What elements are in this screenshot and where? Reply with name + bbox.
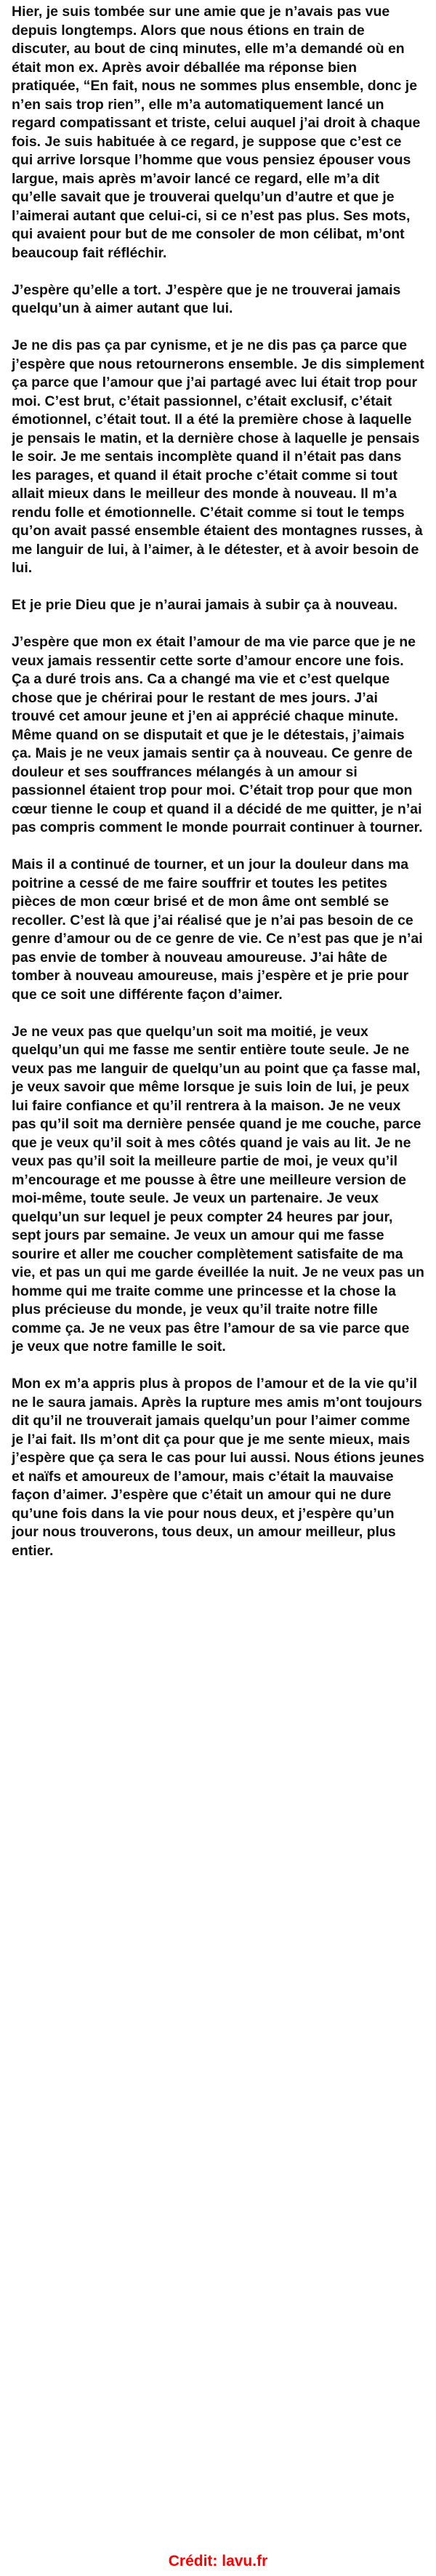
paragraph-5: J’espère que mon ex était l’amour de ma vie parce que je ne veux jamais ressentir cette sorte d’amour encore une fois. Ça a duré trois ans. Ca a changé ma vie et c’est quelque chose que je chérirai pour le restant de mes jours. J’ai trouvé cet amour jeune et j’en ai apprécié chaque minute. Même quand on se disputait et que je le détestais, j’aimais ça. Mais je ne veux jamais sentir ça à nouveau. Ce genre de douleur et ses souffrances mélangés à un amour si passionnel étaient trop pour moi. C’était trop pour que mon cœur tienne le coup et quand il a décidé de me quitter, je n’ai pas compris comment le monde pourrait continuer à tourner. (12, 634, 423, 835)
paragraph-3: Je ne dis pas ça par cynisme, et je ne dis pas ça parce que j’espère que nous retournerons ensemble. Je dis simplement ça parce que l’amour que j’ai partagé avec lui était trop pour moi. C’est brut, c’était passionnel, c’était exclusif, c’était émotionnel, c’était tout. Il a été la première chose à laquelle je pensais le matin, et la dernière chose à laquelle je pensais le soir. Je me sentais incomplète quand il n’était pas dans les parages, et quand il était proche c’était comme si tout allait mieux dans le meilleur des monde à nouveau. Il m’a rendu folle et émotionnelle. C’était comme si tout le temps qu’on avait passé ensemble étaient des montagnes russes, à me languir de lui, à l’aimer, à le détester, et à avoir besoin de lui. (12, 337, 424, 576)
paragraph-8: Mon ex m’a appris plus à propos de l’amour et de la vie qu’il ne le saura jamais. Après la rupture mes amis m’ont toujours dit qu’il ne trouverait jamais quelqu’un pour l’aimer comme je l’ai fait. Ils m’ont dit ça pour que je me sente mieux, mais j’espère que ça sera le cas pour lui aussi. Nous étions jeunes et naïfs et amoureux de l’amour, mais c’était la mauvaise façon d’aimer. J’espère que c’était un amour qui ne dure qu’une fois dans la vie pour nous deux, et j’espère qu’un jour nous trouverons, tous deux, un amour meilleur, plus entier. (12, 1376, 424, 1559)
paragraph-2: J’espère qu’elle a tort. J’espère que je ne trouverai jamais quelqu’un à aimer autant que lui. (12, 281, 401, 316)
paragraph-4: Et je prie Dieu que je n’aurai jamais à subir ça à nouveau. (12, 597, 398, 613)
article-body (12, 3, 424, 1579)
credit-line: Crédit: lavu.fr (168, 2553, 268, 2569)
paragraph-6: Mais il a continué de tourner, et un jour la douleur dans ma poitrine a cessé de me faire souffrir et toutes les petites pièces de mon cœur brisé et de mon âme ont semblé se recoller. C’est là que j’ai réalisé que je n’ai pas besoin de ce genre d’amour ou de ce genre de vie. Ce n’est pas que je n’ai pas envie de tomber à nouveau amoureuse. J’ai hâte de tomber à nouveau amoureuse, mais j’espère et je prie pour que ce soit une différente façon d’aimer. (12, 856, 423, 1003)
paragraph-1: Hier, je suis tombée sur une amie que je n’avais pas vue depuis longtemps. Alors que nous étions en train de discuter, au bout de cinq minutes, elle m’a demandé où en était mon ex. Après avoir déballée ma réponse bien pratiquée, “En fait, nous ne sommes plus ensemble, donc je n’en sais trop rien”, elle m’a automatiquement lancé un regard compatissant et triste, celui auquel j’ai droit à chaque fois. Je suis habituée à ce regard, je suppose que c’est ce qui arrive lorsque l’homme que vous pensiez épouser vous largue, mais après m’avoir lancé ce regard, elle m’a dit qu’elle savait que je trouverai quelqu’un d’autre et que je l’aimerai autant que celui-ci, si ce n’est pas plus. Ses mots, qui avaient pour but de me consoler de mon célibat, m’ont beaucoup fait réfléchir. (12, 4, 421, 261)
paragraph-7: Je ne veux pas que quelqu’un soit ma moitié, je veux quelqu’un qui me fasse me sentir entière toute seule. Je ne veux pas me languir de quelqu’un au point que ça fasse mal, je veux savoir que même lorsque je suis loin de lui, je peux lui faire confiance et qu’il rentrera à la maison. Je ne veux pas qu’il soit ma dernière pensée quand je me couche, parce que je veux qu’il soit à mes côtés quand je vais au lit. Je ne veux pas qu’il soit la meilleure partie de moi, je veux qu’il m’encourage et me pousse à être une meilleure version de moi-même, toute seule. Je veux un partenaire. Je veux quelqu’un sur lequel je peux compter 24 heures par jour, sept jours par semaine. Je veux un amour qui me fasse sourire et aller me coucher complètement satisfaite de ma vie, et pas un qui me garde éveillée la nuit. Je ne veux pas un homme qui me traite comme une princesse et la chose la plus précieuse du monde, je veux qu’il traite notre fille comme ça. Je ne veux pas être l’amour de sa vie parce que je veux que notre famille le soit. (12, 1023, 424, 1355)
